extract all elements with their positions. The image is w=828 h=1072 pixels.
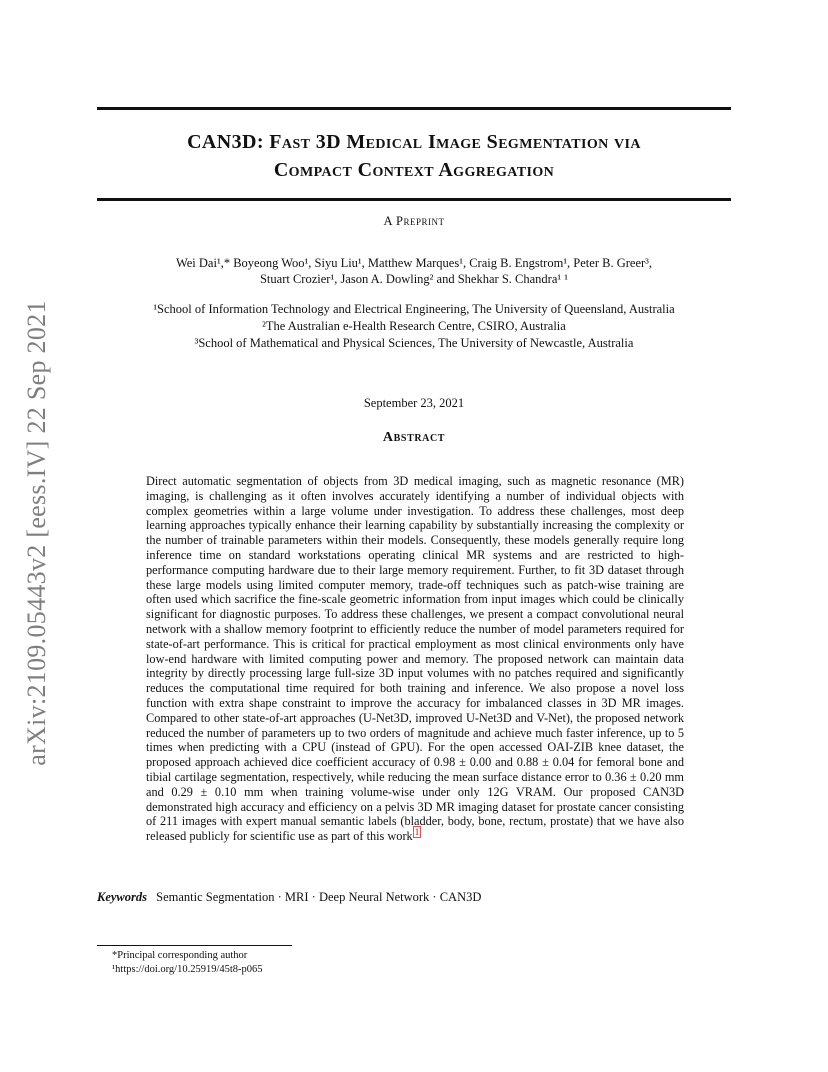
- footnote-corresponding-author: *Principal corresponding author: [112, 950, 248, 961]
- paper-title-line-1: CAN3D: Fast 3D Medical Image Segmentation via: [187, 131, 641, 153]
- publication-date: September 23, 2021: [363, 396, 465, 410]
- paper-title: [97, 128, 731, 184]
- preprint-label: A Preprint: [383, 214, 445, 228]
- paper-title-line-2: Compact Context Aggregation: [273, 159, 555, 181]
- affiliation-3: ³School of Mathematical and Physical Sciences, The University of Newcastle, Australia: [194, 336, 634, 350]
- arxiv-identifier-stamp: arXiv:2109.05443v2 [eess.IV] 22 Sep 2021: [22, 300, 51, 766]
- abstract-text: Direct automatic segmentation of objects from 3D medical imaging, such as magnetic resonance (MR) imaging, is challenging as it often involves accurately identifying a number of individual objects with complex geometries within a large volume under investigation. To address these challenges, most deep learning approaches typically enhance their learning capability by substantially increasing the complexity or the number of trainable parameters within their models. Consequently, these models generally require long inference time on standard workstations operating clinical MR systems and are restricted to high-performance computing hardware due to their large memory requirement. Further, to fit 3D dataset through these large models using limited computer memory, trade-off techniques such as patch-wise training are often used which sacrifice the fine-scale geometric information from input images which could be clinically significant for diagnostic purposes. To address these challenges, we present a compact convolutional neural network with a shallow memory footprint to efficiently reduce the number of model parameters required for state-of-art performance. This is critical for practical employment as most clinical environments only have low-end hardware with limited computing power and memory. The proposed network can maintain data integrity by directly processing large full-size 3D input volumes with no patches required and significantly reduces the computational time required for both training and inference. We also propose a novel loss function with extra shape constraint to improve the accuracy for imbalanced classes in 3D MR images. Compared to other state-of-art approaches (U-Net3D, improved U-Net3D and V-Net), the proposed network reduced the number of parameters up to two orders of magnitude and achieve much faster inference, up to 5 times when predicting with a CPU (instead of GPU). For the open accessed OAI-ZIB knee dataset, the proposed approach achieved dice coefficient accuracy of 0.98 ± 0.00 and 0.88 ± 0.04 for femoral bone and tibial cartilage segmentation, respectively, while reducing the mean surface distance error to 0.36 ± 0.20 mm and 0.29 ± 0.10 mm when training volume-wise under only 12G VRAM. Our proposed CAN3D demonstrated high accuracy and efficiency on a pelvis 3D MR imaging dataset for prostate cancer consisting of 211 images with expert manual semantic labels (bladder, body, bone, rectum, prostate) that we have also released publicly for scientific use as part of this work: [146, 474, 684, 844]
- keywords-text: Semantic Segmentation · MRI · Deep Neural Network · CAN3D: [156, 890, 482, 904]
- abstract-heading: Abstract: [382, 430, 446, 445]
- footnote-link[interactable]: 1: [414, 827, 420, 838]
- footnote-doi: ¹https://doi.org/10.25919/45t8-p065: [112, 964, 263, 975]
- author-list: [97, 255, 731, 287]
- affiliation-list: [97, 301, 731, 352]
- abstract-body: [146, 474, 684, 844]
- title-top-rule: [97, 107, 731, 110]
- affiliation-1: ¹School of Information Technology and Electrical Engineering, The University of Queensland, Australia: [153, 302, 675, 316]
- keywords-label: Keywords: [97, 890, 147, 904]
- footnotes: [112, 949, 263, 977]
- footnote-rule: [97, 945, 292, 946]
- affiliation-2: ²The Australian e-Health Research Centre, CSIRO, Australia: [262, 319, 566, 333]
- keywords-line: [97, 890, 731, 905]
- author-line-1: Wei Dai¹,* Boyeong Woo¹, Siyu Liu¹, Matthew Marques¹, Craig B. Engstrom¹, Peter B. Greer³,: [175, 256, 653, 270]
- title-bottom-rule: [97, 198, 731, 201]
- author-line-2: Stuart Crozier¹, Jason A. Dowling² and Shekhar S. Chandra¹ ¹: [259, 272, 568, 286]
